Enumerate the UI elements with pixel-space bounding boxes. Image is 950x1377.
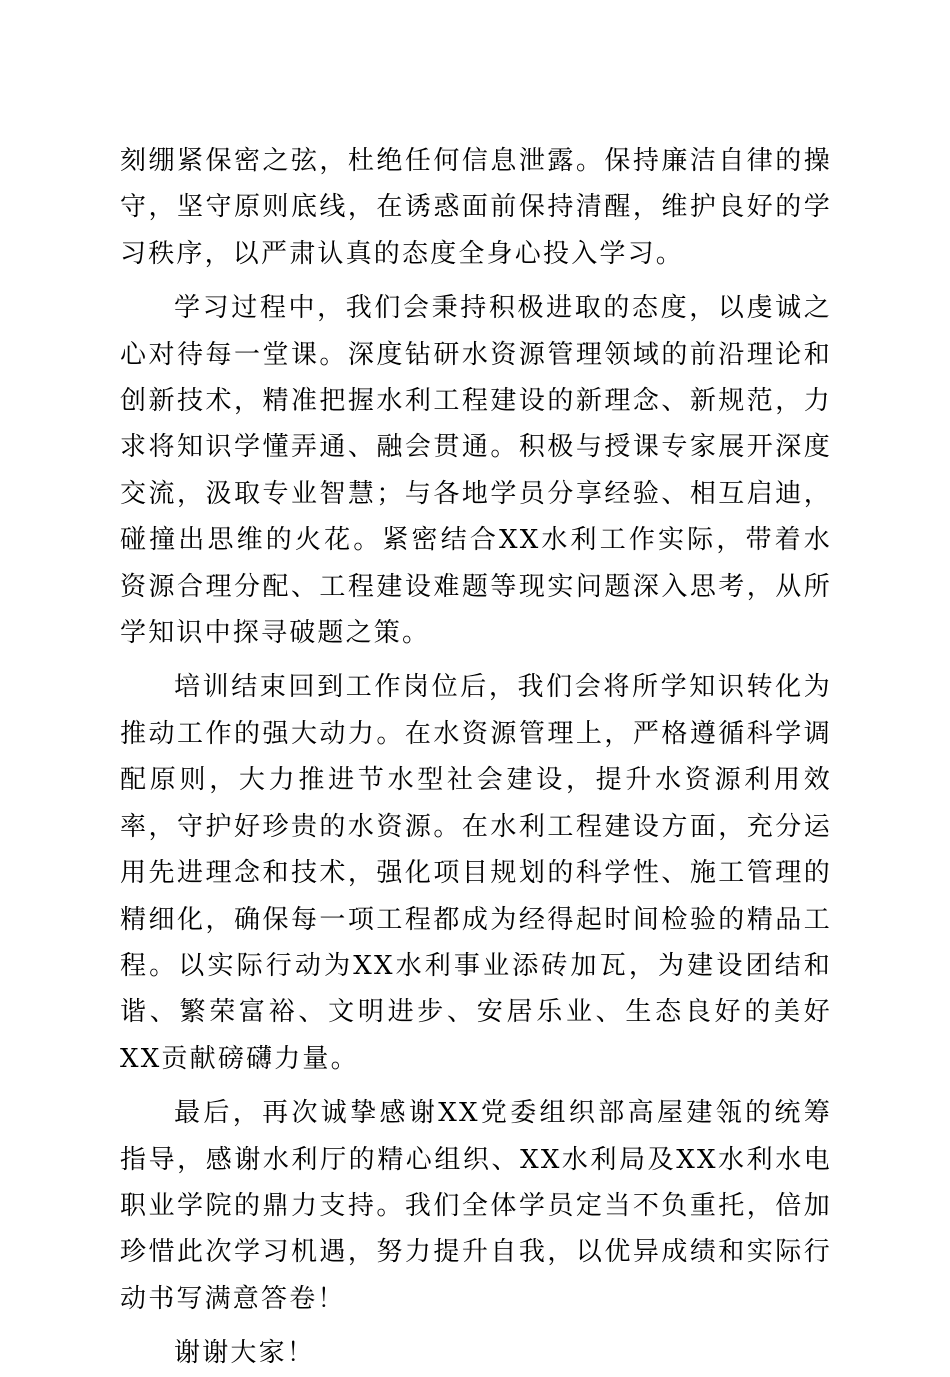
paragraph-confidentiality: 刻绷紧保密之弦，杜绝任何信息泄露。保持廉洁自律的操守，坚守原则底线，在诱惑面前保持清醒，维护良好的学习秩序，以严肃认真的态度全身心投入学习。 <box>120 146 832 269</box>
paragraph-thanks: 最后，再次诚挚感谢XX党委组织部高屋建瓴的统筹指导，感谢水利厅的精心组织、XX水利局及XX水利水电职业学院的鼎力支持。我们全体学员定当不负重托，倍加珍惜此次学习机遇，努力提升自我，以优异成绩和实际行动书写满意答卷！ <box>120 1098 832 1314</box>
document-page <box>120 138 832 1377</box>
paragraph-apply-knowledge: 培训结束回到工作岗位后，我们会将所学知识转化为推动工作的强大动力。在水资源管理上，严格遵循科学调配原则，大力推进节水型社会建设，提升水资源利用效率，守护好珍贵的水资源。在水利工程建设方面，充分运用先进理念和技术，强化项目规划的科学性、施工管理的精细化，确保每一项工程都成为经得起时间检验的精品工程。以实际行动为XX水利事业添砖加瓦，为建设团结和谐、繁荣富裕、文明进步、安居乐业、生态良好的美好XX贡献磅礴力量。 <box>120 672 832 1074</box>
paragraph-closing: 谢谢大家！ <box>174 1338 316 1369</box>
paragraph-study-attitude: 学习过程中，我们会秉持积极进取的态度，以虔诚之心对待每一堂课。深度钻研水资源管理领域的前沿理论和创新技术，精准把握水利工程建设的新理念、新规范，力求将知识学懂弄通、融会贯通。积极与授课专家展开深度交流，汲取专业智慧；与各地学员分享经验、相互启迪，碰撞出思维的火花。紧密结合XX水利工作实际，带着水资源合理分配、工程建设难题等现实问题深入思考，从所学知识中探寻破题之策。 <box>120 293 832 649</box>
